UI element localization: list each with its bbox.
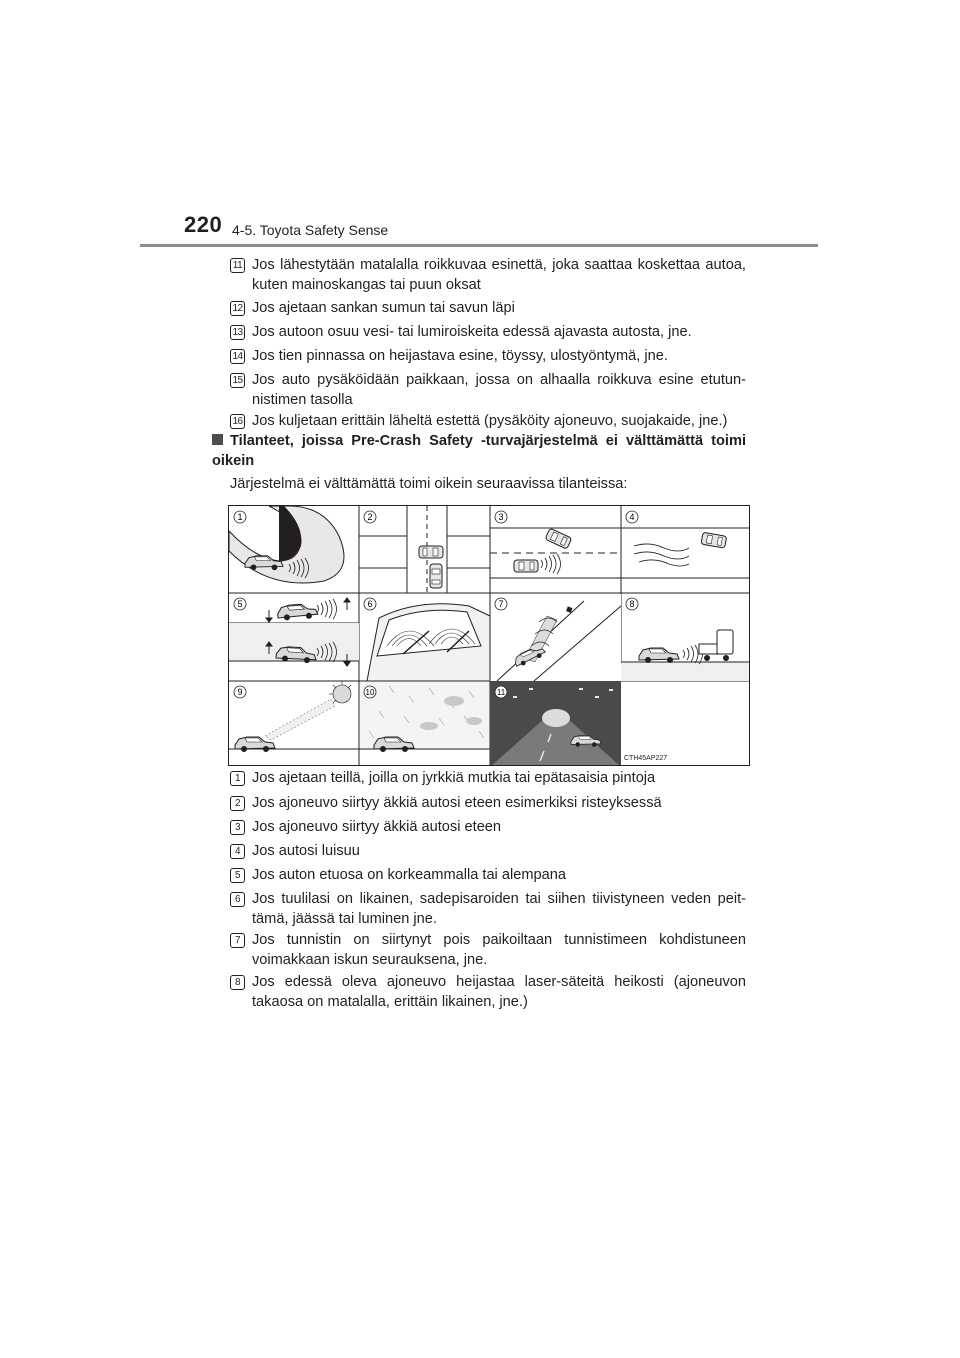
item-text: Jos autoon osuu vesi- tai lumiroiskeita edessä ajavasta autosta, jne. (252, 324, 692, 340)
intro-text: Järjestelmä ei välttämättä toimi oikein seuraavissa tilanteissa: (230, 476, 628, 492)
item-number-badge: 6 (230, 892, 245, 907)
list-item (230, 346, 746, 366)
item-number-badge: 15 (230, 373, 245, 388)
item-text: Jos edessä oleva ajoneuvo heijastaa laser-säteitä heikosti (ajoneuvon takaosa on matalalla, erittäin likainen, jne.) (252, 974, 746, 1010)
square-bullet-icon (212, 434, 223, 445)
item-number-badge: 7 (230, 933, 245, 948)
item-text: Jos ajetaan teillä, joilla on jyrkkiä mutkia tai epätasaisia pintoja (252, 770, 656, 786)
panel-3-cut-in (490, 528, 621, 578)
list-item (230, 322, 746, 342)
item-text: Jos kuljetaan erittäin läheltä estettä (pysäköity ajoneuvo, suojakaide, jne.) (252, 413, 728, 429)
illustration-figure (228, 505, 750, 766)
panel-badge: 6 (367, 599, 373, 609)
item-number-badge: 4 (230, 844, 245, 859)
panel-10-bad-weather (359, 682, 490, 752)
item-number-badge: 12 (230, 301, 245, 316)
item-text: Jos ajoneuvo siirtyy äkkiä autosi eteen (252, 819, 502, 835)
item-number-badge: 2 (230, 796, 245, 811)
panel-badge: 7 (498, 599, 504, 609)
list-item (230, 255, 746, 295)
section-heading (212, 431, 746, 471)
item-number-badge: 1 (230, 771, 245, 786)
item-number-badge: 3 (230, 820, 245, 835)
panel-badge: 1 (237, 512, 243, 522)
header-divider (140, 244, 818, 247)
list-item (230, 793, 746, 813)
item-text: Jos tunnistin on siirtynyt pois paikoiltaan tunnistimeen kohdistuneen voimakkaan iskun seurauksena, jne. (252, 932, 746, 968)
list-item (230, 768, 746, 788)
list-item (230, 889, 746, 929)
panel-badge: 4 (629, 512, 635, 522)
section-title: 4-5. Toyota Safety Sense (232, 222, 389, 238)
list-item (230, 411, 746, 431)
item-text: Jos tien pinnassa on heijastava esine, töyssy, ulostyöntymä, jne. (252, 348, 668, 364)
item-number-badge: 11 (230, 258, 245, 273)
item-text: Jos auton etuosa on korkeammalla tai alempana (252, 867, 566, 883)
item-text: Jos lähestytään matalalla roikkuvaa esinettä, joka saattaa koskettaa autoa, kuten mainoskangas tai puun oksat (252, 257, 746, 293)
item-number-badge: 16 (230, 414, 245, 429)
panel-7-sensor-misaligned (490, 594, 621, 681)
item-text: Jos auto pysäköidään paikkaan, jossa on alhaalla roikkuva esine etutun- nistimen tasolla (252, 372, 746, 408)
panel-9-sunlight (229, 681, 359, 752)
list-item (230, 370, 746, 410)
item-text: Jos ajetaan sankan sumun tai savun läpi (252, 300, 515, 316)
list-item (230, 298, 746, 318)
list-item (230, 817, 746, 837)
item-number-badge: 14 (230, 349, 245, 364)
situations-illustration (229, 506, 750, 766)
panel-badge: 3 (498, 512, 504, 522)
item-number-badge: 5 (230, 868, 245, 883)
list-item (230, 865, 746, 885)
panel-8-truck-ahead (621, 630, 750, 681)
item-text: Jos ajoneuvo siirtyy äkkiä autosi eteen esimerkiksi risteyksessä (252, 795, 662, 811)
item-text: Jos autosi luisuu (252, 843, 360, 859)
heading-text: Tilanteet, joissa Pre-Crash Safety -turvajärjestelmä ei välttämättä toimi oikein (212, 433, 746, 469)
item-number-badge: 13 (230, 325, 245, 340)
list-item (230, 972, 746, 1012)
panel-badge: 11 (496, 688, 506, 697)
list-item (230, 841, 746, 861)
panel-badge: 5 (237, 599, 243, 609)
page-number: 220 (184, 212, 223, 237)
panel-6-windshield (367, 604, 490, 681)
panel-11-tunnel (490, 681, 667, 766)
panel-4-skid (621, 528, 750, 578)
item-number-badge: 8 (230, 975, 245, 990)
panel-5-front-height (229, 598, 359, 666)
panel-badge: 8 (629, 599, 635, 609)
panel-badge: 9 (237, 687, 243, 697)
figure-code: CTH45AP227 (624, 755, 668, 762)
panel-2-intersection (359, 506, 490, 593)
list-item (230, 930, 746, 970)
panel-badge: 2 (367, 512, 373, 522)
panel-badge: 10 (365, 688, 375, 697)
item-text: Jos tuulilasi on likainen, sadepisaroiden tai siihen tiivistyneen veden peit- tämä, jäässä tai luminen jne. (252, 891, 746, 927)
